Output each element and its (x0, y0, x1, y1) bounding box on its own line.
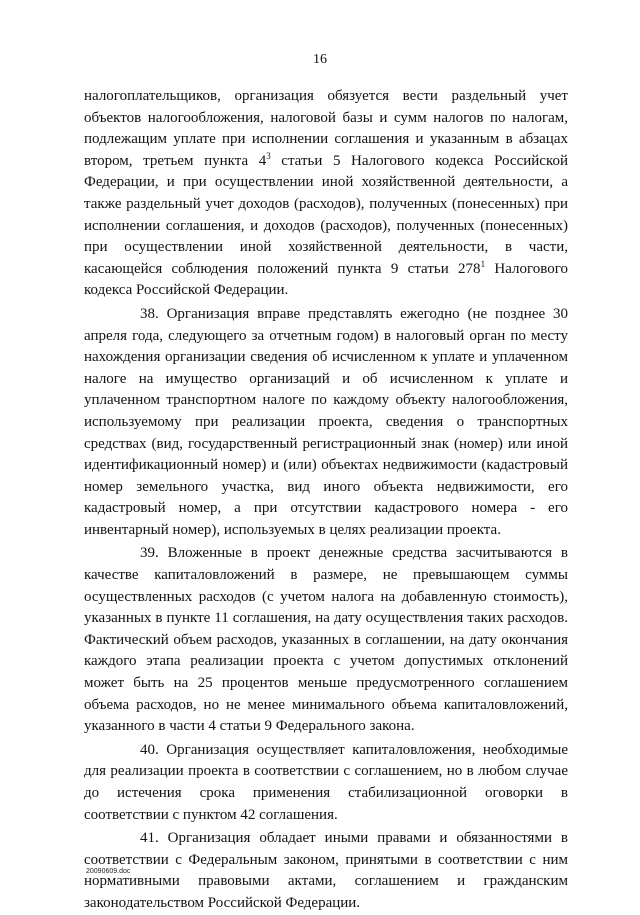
document-body (84, 86, 568, 915)
paragraph-continuation (84, 86, 568, 302)
page-number: 16 (313, 52, 327, 67)
paragraph-41: 41. Организация обладает иными правами и обязанностями в соответствии с Федеральным законом, принятыми в соответствии с ним нормативными правовыми актами, соглашением и гражданским законодательством Российской Федерации. (84, 830, 568, 911)
footer-filename: 20090609.doc (86, 868, 131, 875)
paragraph-continuation-text-a: налогоплательщиков, организация обязуется вести раздельный учет объектов налогообложения, налоговой базы и сумм налогов по налогам, подлежащим уплате при исполнении соглашения и указанным в абзацах втором, третьем пункта 4 (84, 88, 568, 169)
paragraph-38: 38. Организация вправе представлять ежегодно (не позднее 30 апреля года, следующего за отчетным годом) в налоговый орган по месту нахождения организации сведения об исчисленном к уплате и уплаченном налоге на имущество организаций и об исчисленном к уплате и уплаченном транспортном налоге по каждому объекту налогообложения, используемому при реализации проекта, сведения о транспортных средствах (вид, государственный регистрационный знак (номер) или иной идентификационный номер) и (или) объектах недвижимости (кадастровый номер земельного участка, вид иного объекта недвижимости, его кадастровый номер, а при отсутствии кадастрового номера - его инвентарный номер), используемых в целях реализации проекта. (84, 305, 568, 538)
superscript-3: 3 (266, 150, 271, 161)
paragraph-continuation-text-c: Налогового кодекса Российской Федерации. (84, 260, 569, 299)
paragraph-continuation-text-b: статьи 5 Налогового кодекса Российской Федерации, и при осуществлении иной хозяйственной деятельности, а также раздельный учет доходов (расходов), полученных (понесенных) при исполнении соглашения, и доходов (расходов), полученных (понесенных) при осуществлении иной хозяйственной деятельности, в части, касающейся соблюдения положений пункта 9 статьи 278 (84, 152, 569, 277)
paragraph-40: 40. Организация осуществляет капиталовложения, необходимые для реализации проекта в соответствии с соглашением, но в любом случае до истечения срока применения стабилизационной оговорки в соответствии с пунктом 42 соглашения. (84, 741, 568, 823)
superscript-1: 1 (480, 258, 486, 269)
paragraph-39: 39. Вложенные в проект денежные средства засчитываются в качестве капиталовложений в размере, не превышающем суммы осуществленных расходов (с учетом налога на добавленную стоимость), указанных в пункте 11 соглашения, на дату осуществления таких расходов. Фактический объем расходов, указанных в соглашении, на дату окончания каждого этапа реализации проекта с учетом допустимых отклонений может быть на 25 процентов меньше предусмотренного соглашением объема расходов, но не менее минимального объема капиталовложений, указанного в части 4 статьи 9 Федерального закона. (84, 545, 568, 735)
